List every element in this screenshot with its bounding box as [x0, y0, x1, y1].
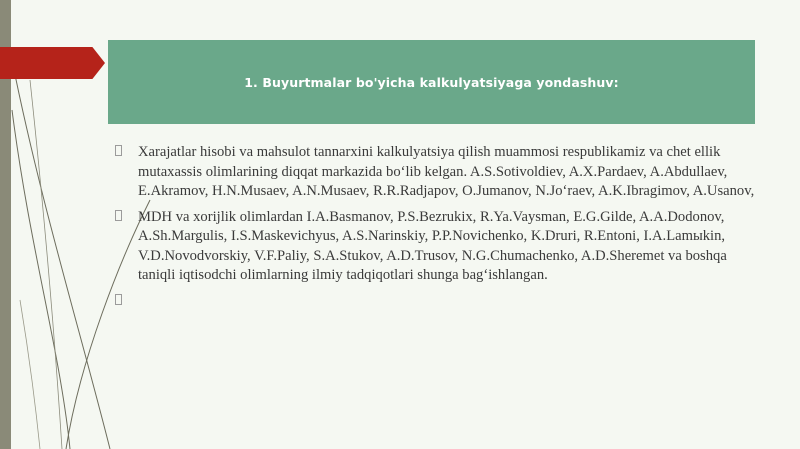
- bullet-text: MDH va xorijlik olimlardan I.A.Basmanov, P.S.Bezrukix, R.Ya.Vaysman, E.G.Gilde, A.A.Dodonov, A.Sh.Margulis, I.S.Maskevichyus, A.S.Narinskiy, P.P.Novichenko, K.Druri, R.Entoni, I.A.Lamыkin, V.D.Novodvorskiy, V.F.Paliy, S.A.Stukov, A.D.Trusov, N.G.Chumachenko, A.D.Sheremet va boshqa taniqli iqtisodchi olimlarning ilmiy tadqiqotlari shunga bag‘ishlangan.: [138, 208, 727, 283]
- content-area: [115, 143, 755, 316]
- bullet-item: [115, 143, 755, 202]
- bullet-marker-icon: [115, 294, 122, 305]
- bullet-marker-icon: [115, 145, 122, 156]
- bullet-text: Xarajatlar hisobi va mahsulot tannarxini kalkulyatsiya qilish muammosi respublikamiz va chet ellik mutaxassis olimlarining diqqat markazida bo‘lib kelgan. A.S.Sotivoldiev, A.X.Pardaev, A.Abdullaev, E.Akramov, H.N.Musaev, A.N.Musaev, R.R.Radjapov, O.Jumanov, N.Jo‘raev, A.K.Ibragimov, A.Usanov,: [138, 144, 755, 199]
- bullet-item: [115, 292, 755, 310]
- bullet-item: [115, 208, 755, 286]
- title-box: [108, 40, 755, 124]
- bullet-marker-icon: [115, 210, 122, 221]
- slide-title: 1. Buyurtmalar bo'yicha kalkulyatsiyaga yondashuv:: [244, 74, 619, 90]
- red-arrow-banner: [0, 47, 105, 79]
